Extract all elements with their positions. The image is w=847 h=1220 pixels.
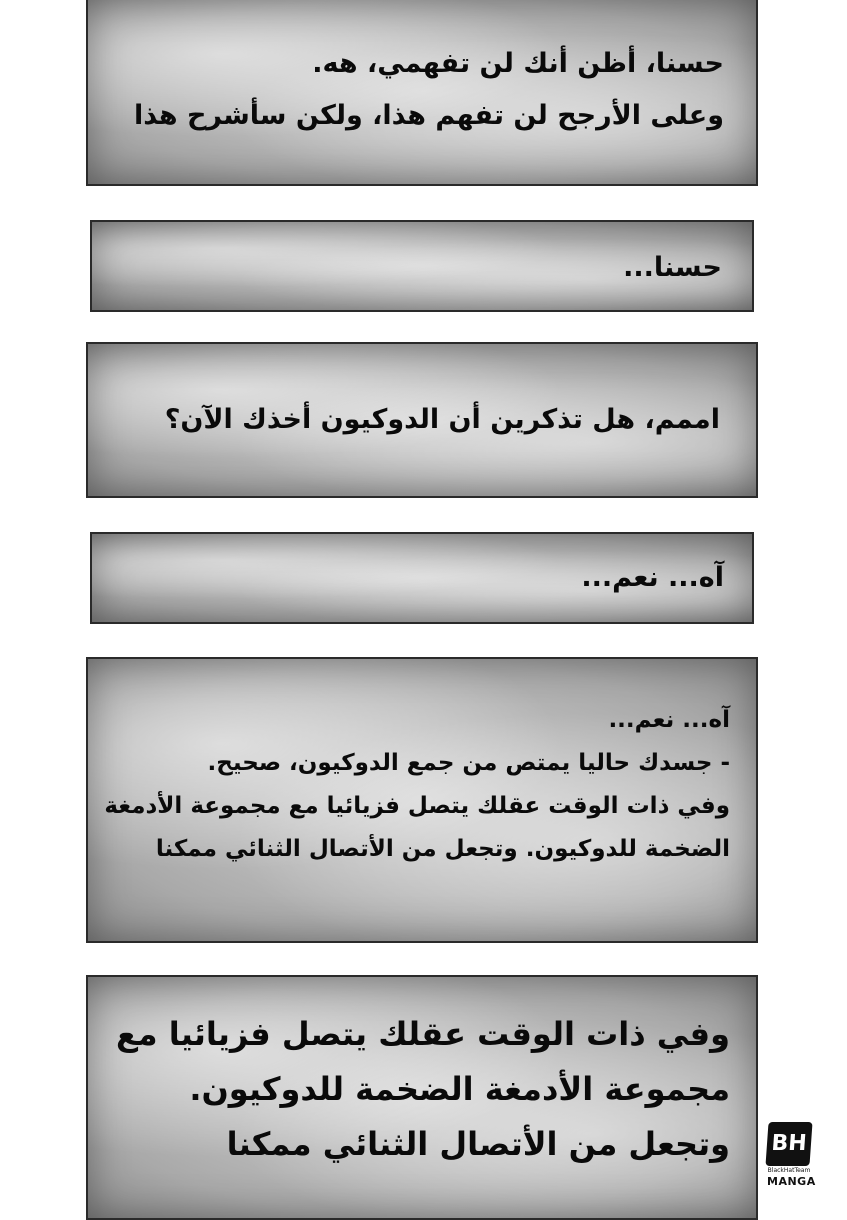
caption-panel-5	[86, 657, 758, 943]
caption-line: آه... نعم...	[608, 707, 730, 733]
logo-mark: BH	[765, 1122, 812, 1166]
caption-line: وفي ذات الوقت عقلك يتصل فزيائيا مع مجموعة الأدمغة	[104, 793, 730, 819]
caption-text	[134, 38, 724, 142]
caption-line: - جسدك حاليا يمتص من جمع الدوكيون، صحيح.	[207, 750, 730, 776]
logo-manga-label: MANGA	[767, 1175, 816, 1188]
scanlation-logo	[767, 1122, 816, 1200]
caption-text	[623, 246, 722, 290]
caption-line: اممم، هل تذكرين أن الدوكيون أخذك الآن؟	[164, 404, 720, 435]
caption-line: الضخمة للدوكيون. وتجعل من الأتصال الثنائي ممكنا	[155, 836, 730, 862]
caption-line: آه... نعم...	[581, 562, 724, 593]
caption-panel-6	[86, 975, 758, 1220]
caption-line: حسنا...	[623, 252, 722, 283]
caption-panel-3	[86, 342, 758, 498]
caption-panel-2	[90, 220, 754, 312]
caption-line: وعلى الأرجح لن تفهم هذا، ولكن سأشرح هذا	[133, 100, 724, 131]
caption-panel-4	[90, 532, 754, 624]
caption-line: حسنا، أظن أنك لن تفهمي، هه.	[312, 48, 724, 79]
caption-text	[165, 396, 720, 444]
caption-line: وفي ذات الوقت عقلك يتصل فزيائيا مع	[115, 1015, 730, 1053]
caption-text	[581, 556, 724, 600]
caption-text	[116, 1007, 730, 1172]
caption-text	[104, 699, 730, 871]
caption-line: مجموعة الأدمغة الضخمة للدوكيون.	[189, 1070, 730, 1108]
logo-team-name: BlackHatTeam	[767, 1167, 811, 1174]
caption-line: وتجعل من الأتصال الثنائي ممكنا	[226, 1125, 730, 1163]
caption-panel-1	[86, 0, 758, 186]
